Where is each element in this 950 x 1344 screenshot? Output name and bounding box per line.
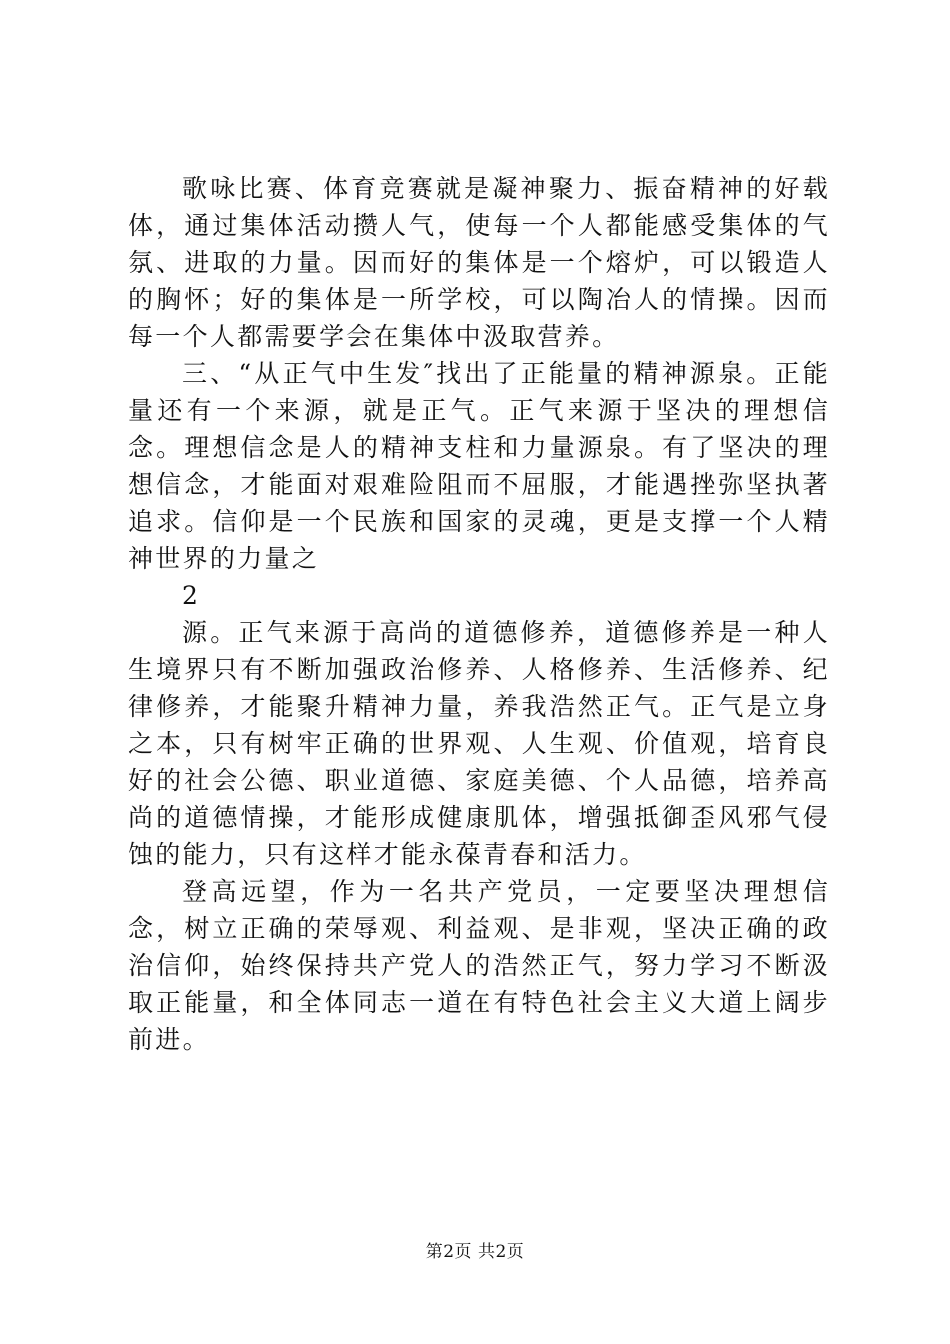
inline-page-marker: 2 [182,581,198,610]
paragraph-conclusion: 登高远望，作为一名共产党员，一定要坚决理想信念，树立正确的荣辱观、利益观、是非观，坚决正确的政治信仰，始终保持共产党人的浩然正气，努力学习不断汲取正能量，和全体同志一道在有特色社会主义大道上阔步前进。 [128,877,830,1054]
page-footer: 第2页 共2页 [425,1242,525,1262]
paragraph-moral-cultivation: 源。正气来源于高尚的道德修养，道德修养是一种人生境界只有不断加强政治修养、人格修养、生活修养、纪律修养，才能聚升精神力量，养我浩然正气。正气是立身之本，只有树牢正确的世界观、人生观、价值观，培育良好的社会公德、职业道德、家庭美德、个人品德，培养高尚的道德情操，才能形成健康肌体，增强抵御歪风邪气侵蚀的能力，只有这样才能永葆青春和活力。 [128,618,830,869]
paragraph-collective-activities: 歌咏比赛、体育竞赛就是凝神聚力、振奋精神的好载体，通过集体活动攒人气，使每一个人都能感受集体的气氛、进取的力量。因而好的集体是一个熔炉，可以锻造人的胸怀；好的集体是一所学校，可以陶冶人的情操。因而每一个人都需要学会在集体中汲取营养。 [128,174,830,351]
paragraph-righteous-spirit: 三、“从正气中生发″找出了正能量的精神源泉。正能量还有一个来源，就是正气。正气来源于坚决的理想信念。理想信念是人的精神支柱和力量源泉。有了坚决的理想信念，才能面对艰难险阻而不屈服，才能遇挫弥坚执著追求。信仰是一个民族和国家的灵魂，更是支撑一个人精神世界的力量之 [128,359,830,573]
document-body [128,170,830,1058]
